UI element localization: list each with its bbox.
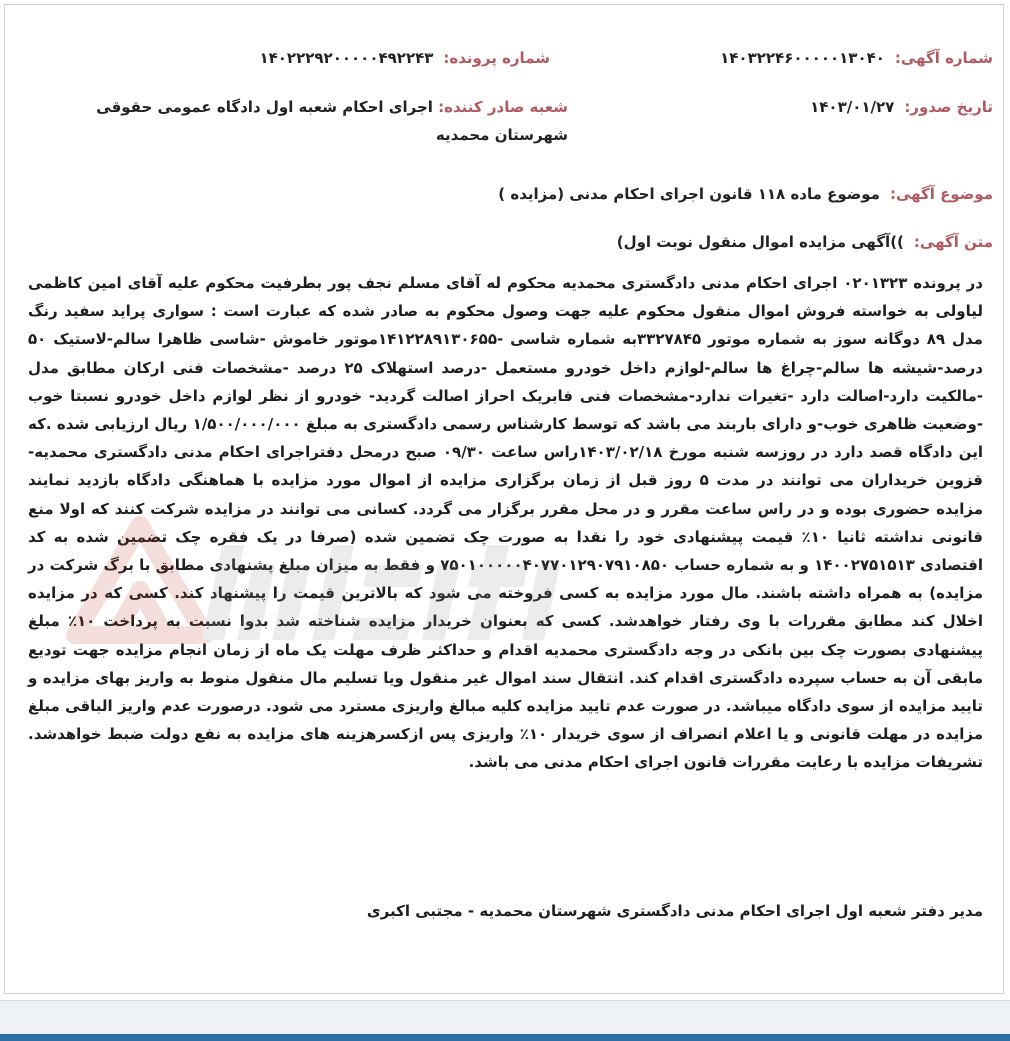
- issuer-block: [48, 93, 568, 149]
- signature-line: مدیر دفتر شعبه اول اجرای احکام مدنی دادگستری شهرستان محمدیه - مجتبی اکبری: [366, 902, 983, 920]
- case-number-label: شماره پرونده:: [443, 49, 550, 67]
- notice-document: [4, 4, 1004, 994]
- text-label: متن آگهی:: [913, 233, 993, 251]
- text-title: ))آگهی مزایده اموال منقول نوبت اول): [616, 233, 904, 251]
- subject-value: موضوع ماده ۱۱۸ قانون اجرای احکام مدنی (مزایده ): [498, 185, 880, 203]
- horizontal-scrollbar[interactable]: [0, 1000, 1010, 1041]
- notice-body-text: در پرونده ۰۲۰۱۳۲۳ اجرای احکام مدنی دادگستری محمدیه محکوم له آقای مسلم نجف پور بطرفیت محکوم علیه آقای امین کاظمی لیاولی به خواسته فروش اموال منقول محکوم علیه جهت وصول محکوم به صادر شده که عبارت است : سواری پراید سفید رنگ مدل ۸۹ دوگانه سوز به شماره موتور ۳۳۲۷۸۴۵به شماره شاسی -۱۴۱۲۲۸۹۱۳۰۶۵۵موتور خاموش -شاسی ظاهرا سالم-لاستیک ۵۰ درصد-شیشه ها سالم-چراغ ها سالم-لوازم داخل خودرو مستعمل -درصد استهلاک ۲۵ درصد -مشخصات فنی ارکان مطابق مدل -مالکیت دارد-اصالت دارد -تغیرات ندارد-مشخصات فنی فابریک احراز اصالت گردید- خودرو از نظر لوازم داخل خودرو نسبتا خوب -وضعیت ظاهری خوب-و دارای باربند می باشد که توسط کارشناس رسمی دادگستری به مبلغ ۱/۵۰۰/۰۰۰/۰۰۰ ریال ارزیابی شده .که این دادگاه قصد دارد در روزسه شنبه مورخ ۱۴۰۳/۰۲/۱۸راس ساعت ۰۹/۳۰ صبح درمحل دفتراجرای احکام مدنی دادگستری محمدیه- قزوین خریداران می توانند در مدت ۵ روز قبل از زمان برگزاری مزایده از اموال مورد مزایده با هماهنگی دادگاه بازدید نمایند مزایده حضوری بوده و در راس ساعت مقرر و در محل مقرر برگزار می گردد. کسانی می توانند در مزایده شرکت کنند که اولا منع قانونی نداشته ثانیا ۱۰٪ قیمت پیشنهادی خود را نقدا به صورت چک تضمین شده (صرفا در یک فقره چک تضمین شده به کد اقتصادی ۱۴۰۰۲۷۵۱۵۱۳ و به شماره حساب ۷۵۰۱۰۰۰۰۰۴۰۷۷۰۱۲۹۰۷۹۱۰۸۵۰ و فقط به میزان مبلغ پشنهادی مطابق با برگ شرکت در مزایده) به همراه داشته باشند. مال مورد مزایده به کسی فروخته می شود که بالاترین قیمت را پیشنهاد کند. کسی که در مزایده اخلال کند مطابق مقررات با وی رفتار خواهدشد. کسی که بعنوان خریدار مزایده شناخته شد بدوا نسبت به پرداخت ۱۰٪ مبلغ پیشنهادی بصورت چک بین بانکی در وجه دادگستری محمدیه اقدام و حداکثر ظرف مهلت یک ماه از زمان انجام مزایده جهت تودیع مابقی آن به حساب سپرده دادگستری اقدام کند. انتقال سند اموال غیر منقول ویا تسلیم مال منقول منوط به واریز بهای مزایده و تایید مزایده از سوی دادگاه میباشد. در صورت عدم تایید مزایده کلیه مبالغ واریزی مسترد می شود. درصورت عدم واریز الباقی مبلغ مزایده در مهلت قانونی و یا اعلام انصراف از سوی خریدار ۱۰٪ واریزی پس ازکسرهزینه های مزایده به نفع دولت ضبط خواهدشد. تشریفات مزایده با رعایت مقررات قانون اجرای احکام مدنی می باشد.: [28, 274, 984, 772]
- issue-date-value: ۱۴۰۳/۰۱/۲۷: [810, 98, 895, 116]
- text-title-row: [617, 233, 993, 251]
- subject-label: موضوع آگهی:: [889, 185, 993, 203]
- ad-number-value: ۱۴۰۳۲۲۴۶۰۰۰۰۰۱۳۰۴۰: [720, 49, 885, 67]
- case-number-value: ۱۴۰۲۲۲۹۲۰۰۰۰۰۴۹۲۲۴۳: [259, 49, 434, 67]
- issuer-label: شعبه صادر کننده:: [438, 98, 568, 116]
- issue-date-row: [810, 98, 993, 116]
- ad-number-row: [720, 49, 993, 67]
- issuer-value: اجرای احکام شعبه اول دادگاه عمومی حقوقی شهرستان محمدیه: [96, 98, 568, 144]
- case-number-row: [259, 49, 550, 67]
- ad-number-label: شماره آگهی:: [894, 49, 993, 67]
- subject-row: [498, 185, 993, 203]
- issue-date-label: تاریخ صدور:: [904, 98, 993, 116]
